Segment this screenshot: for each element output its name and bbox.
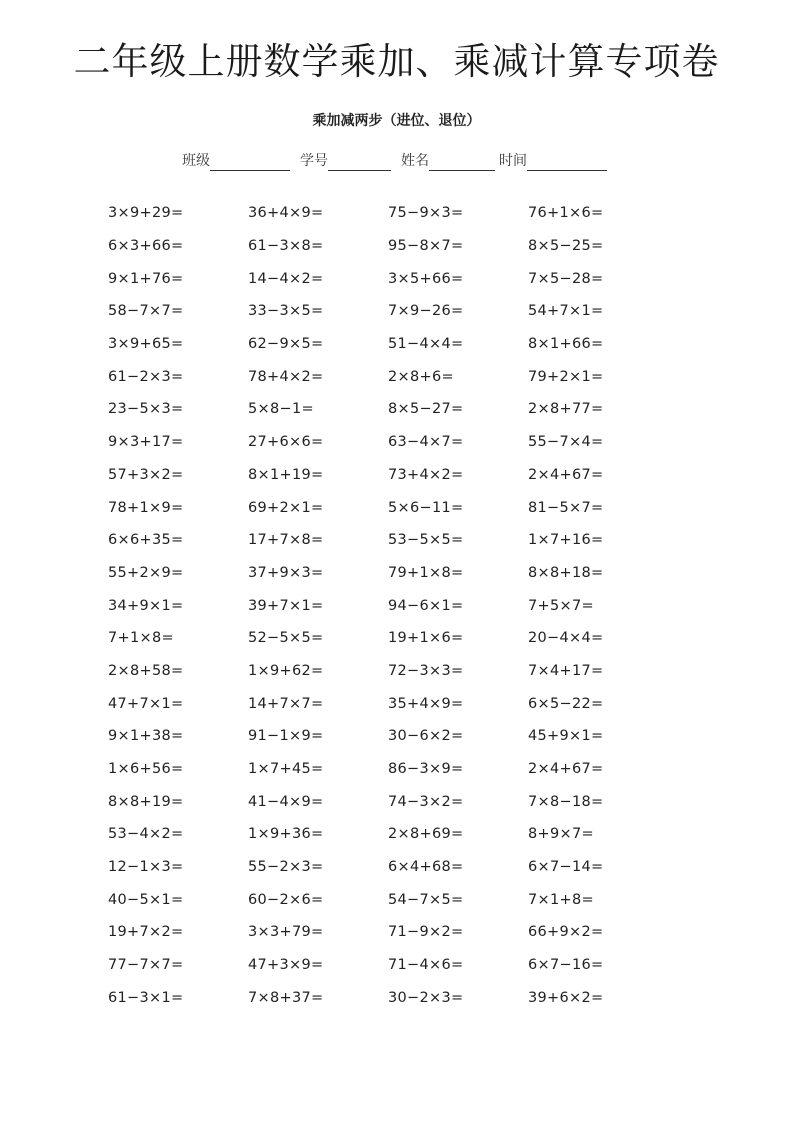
problem-item: 53−4×2= [108,826,184,843]
problem-item: 86−3×9= [388,761,464,778]
problem-item: 39+6×2= [528,989,604,1006]
problem-item: 3×3+79= [248,924,324,941]
problem-item: 6×3+66= [108,238,184,255]
problem-item: 23−5×3= [108,401,184,418]
problem-item: 45+9×1= [528,728,604,745]
student-no-label: 学号 [300,153,328,169]
problem-row [108,687,668,720]
problem-item: 39+7×1= [248,597,324,614]
problem-item: 6×5−22= [528,695,604,712]
problem-row [108,622,668,655]
problem-item: 19+7×2= [108,924,184,941]
problem-item: 81−5×7= [528,499,604,516]
problem-item: 3×9+65= [108,336,184,353]
problem-item: 7×9−26= [388,303,464,320]
problem-row [108,230,668,263]
problem-item: 55+2×9= [108,564,184,581]
problem-item: 55−7×4= [528,434,604,451]
problem-item: 75−9×3= [388,205,464,222]
problem-item: 6×4+68= [388,859,464,876]
problem-item: 30−6×2= [388,728,464,745]
problem-item: 1×6+56= [108,761,184,778]
problem-item: 62−9×5= [248,336,324,353]
problem-item: 33−3×5= [248,303,324,320]
problem-row [108,949,668,982]
problem-item: 95−8×7= [388,238,464,255]
problem-item: 7×8−18= [528,793,604,810]
problem-item: 1×7+45= [248,761,324,778]
problem-item: 7×1+8= [528,891,594,908]
problem-item: 7×5−28= [528,270,604,287]
problem-item: 27+6×6= [248,434,324,451]
problem-row [108,753,668,786]
problem-item: 1×9+36= [248,826,324,843]
problem-item: 71−4×6= [388,957,464,974]
problem-item: 58−7×7= [108,303,184,320]
problem-item: 1×9+62= [248,662,324,679]
problem-item: 55−2×3= [248,859,324,876]
student-info-row [182,151,607,171]
problem-item: 79+1×8= [388,564,464,581]
problem-item: 41−4×9= [248,793,324,810]
problem-item: 14+7×7= [248,695,324,712]
problem-item: 2×4+67= [528,761,604,778]
problem-item: 51−4×4= [388,336,464,353]
problem-grid [108,197,668,1014]
problem-item: 40−5×1= [108,891,184,908]
problem-item: 6×6+35= [108,532,184,549]
problem-item: 14−4×2= [248,270,324,287]
problem-row [108,720,668,753]
problem-item: 47+3×9= [248,957,324,974]
problem-item: 3×9+29= [108,205,184,222]
problem-item: 71−9×2= [388,924,464,941]
problem-item: 19+1×6= [388,630,464,647]
problem-item: 20−4×4= [528,630,604,647]
class-field [182,151,300,171]
problem-item: 3×5+66= [388,270,464,287]
problem-row [108,295,668,328]
problem-item: 8+9×7= [528,826,594,843]
class-blank[interactable] [210,154,290,171]
problem-item: 66+9×2= [528,924,604,941]
problem-item: 17+7×8= [248,532,324,549]
time-label: 时间 [499,153,527,169]
problem-item: 61−3×1= [108,989,184,1006]
problem-item: 2×8+6= [388,368,454,385]
worksheet-subtitle: 乘加减两步（进位、退位） [312,113,481,129]
problem-item: 61−3×8= [248,238,324,255]
problem-item: 60−2×6= [248,891,324,908]
problem-item: 78+4×2= [248,368,324,385]
problem-row [108,916,668,949]
problem-item: 63−4×7= [388,434,464,451]
problem-item: 8×5−25= [528,238,604,255]
problem-item: 61−2×3= [108,368,184,385]
problem-item: 1×7+16= [528,532,604,549]
time-blank[interactable] [527,154,607,171]
student-no-blank[interactable] [328,154,391,171]
page-title: 二年级上册数学乘加、乘减计算专项卷 [73,40,720,83]
problem-row [108,818,668,851]
time-field [499,151,607,171]
problem-item: 54+7×1= [528,303,604,320]
problem-item: 57+3×2= [108,466,184,483]
problem-row [108,426,668,459]
problem-item: 9×3+17= [108,434,184,451]
problem-item: 9×1+38= [108,728,184,745]
problem-item: 5×6−11= [388,499,464,516]
problem-item: 8×8+18= [528,564,604,581]
problem-item: 72−3×3= [388,662,464,679]
problem-item: 74−3×2= [388,793,464,810]
problem-item: 53−5×5= [388,532,464,549]
problem-row [108,524,668,557]
problem-item: 7×4+17= [528,662,604,679]
problem-item: 12−1×3= [108,859,184,876]
problem-item: 79+2×1= [528,368,604,385]
problem-row [108,328,668,361]
problem-row [108,883,668,916]
problem-item: 2×8+58= [108,662,184,679]
problem-row [108,262,668,295]
problem-item: 8×5−27= [388,401,464,418]
problem-item: 94−6×1= [388,597,464,614]
problem-item: 52−5×5= [248,630,324,647]
name-blank[interactable] [429,154,495,171]
problem-item: 78+1×9= [108,499,184,516]
problem-row [108,393,668,426]
problem-item: 77−7×7= [108,957,184,974]
problem-item: 8×1+66= [528,336,604,353]
problem-item: 34+9×1= [108,597,184,614]
problem-item: 73+4×2= [388,466,464,483]
problem-item: 54−7×5= [388,891,464,908]
problem-row [108,459,668,492]
problem-row [108,982,668,1015]
problem-item: 9×1+76= [108,270,184,287]
problem-item: 2×4+67= [528,466,604,483]
problem-item: 5×8−1= [248,401,314,418]
student-no-field [300,151,401,171]
problem-item: 7+5×7= [528,597,594,614]
class-label: 班级 [182,153,210,169]
name-label: 姓名 [401,153,429,169]
problem-item: 8×8+19= [108,793,184,810]
problem-row [108,360,668,393]
problem-item: 8×1+19= [248,466,324,483]
problem-item: 76+1×6= [528,205,604,222]
problem-row [108,557,668,590]
problem-item: 7×8+37= [248,989,324,1006]
problem-row [108,785,668,818]
problem-item: 6×7−16= [528,957,604,974]
problem-item: 47+7×1= [108,695,184,712]
problem-item: 36+4×9= [248,205,324,222]
problem-item: 30−2×3= [388,989,464,1006]
problem-item: 91−1×9= [248,728,324,745]
problem-item: 6×7−14= [528,859,604,876]
problem-row [108,491,668,524]
problem-row [108,197,668,230]
problem-item: 2×8+69= [388,826,464,843]
problem-item: 35+4×9= [388,695,464,712]
problem-item: 2×8+77= [528,401,604,418]
problem-row [108,589,668,622]
problem-row [108,851,668,884]
problem-item: 37+9×3= [248,564,324,581]
problem-item: 7+1×8= [108,630,174,647]
problem-row [108,655,668,688]
problem-item: 69+2×1= [248,499,324,516]
name-field [401,151,499,171]
